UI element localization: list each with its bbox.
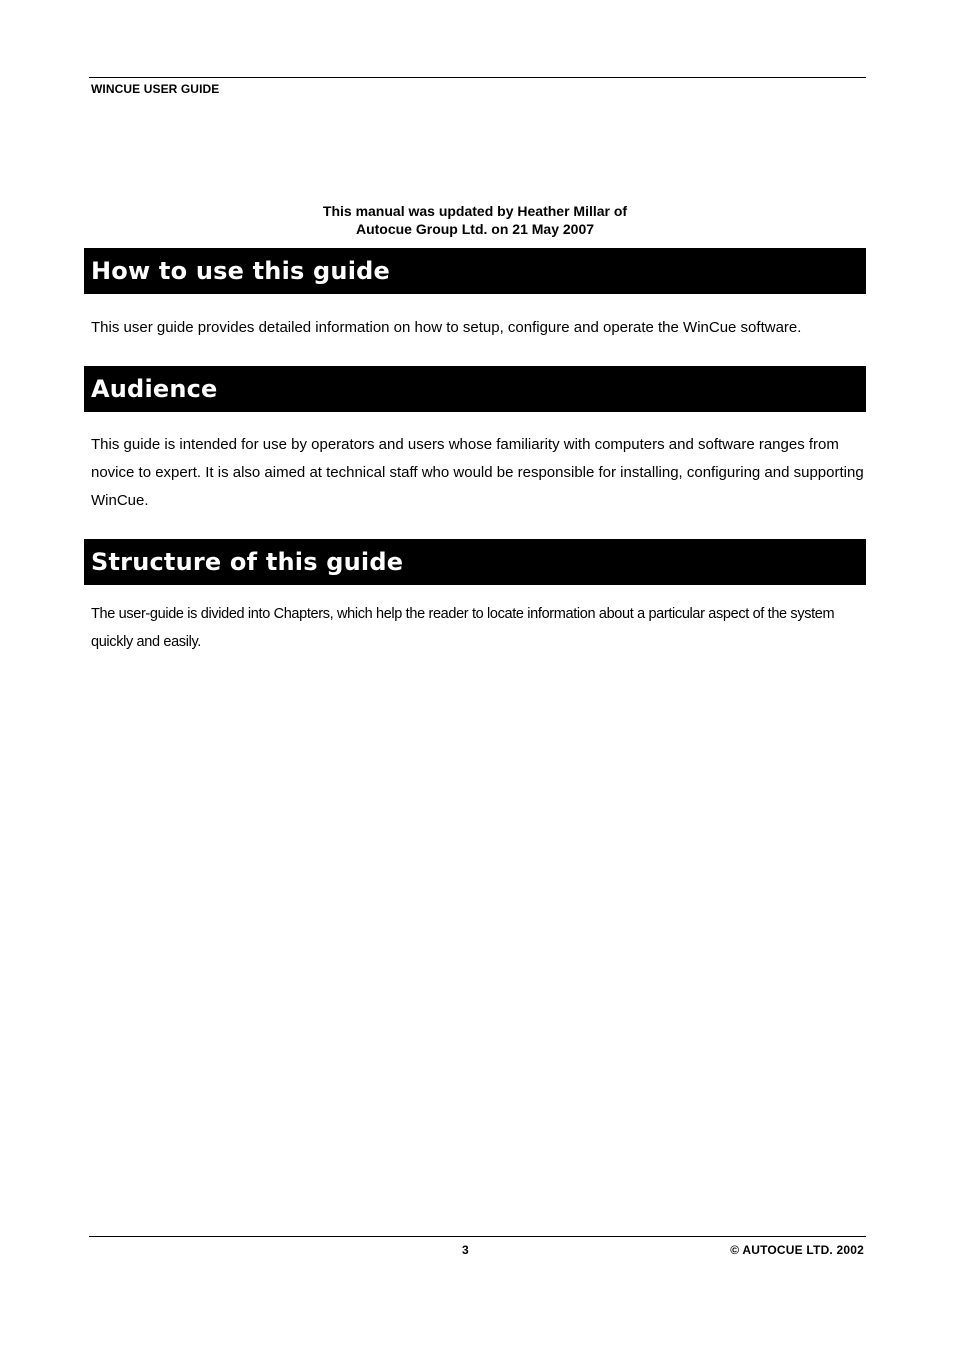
page-number: 3 (462, 1243, 469, 1257)
section-body-how-to-use: This user guide provides detailed information on how to setup, configure and operate the WinCue software. (91, 319, 802, 336)
update-note-line-2: Autocue Group Ltd. on 21 May 2007 (355, 221, 595, 237)
running-footer (89, 1236, 866, 1267)
update-note-line-1: This manual was updated by Heather Millar of (322, 203, 628, 219)
update-note (84, 202, 866, 238)
section-heading-audience: Audience (84, 366, 866, 412)
running-header-title: WINCUE USER GUIDE (91, 82, 220, 96)
section-body-audience: This guide is intended for use by operators and users whose familiarity with computers and software ranges from novice to expert. It is also aimed at technical staff who would be responsible for installing, configuring and supporting WinCue. (91, 436, 864, 509)
copyright-notice: © AUTOCUE LTD. 2002 (730, 1243, 864, 1257)
running-header (89, 77, 866, 96)
section-heading-structure: Structure of this guide (84, 539, 866, 585)
section-body-structure: The user-guide is divided into Chapters, which help the reader to locate information about a particular aspect of the system quickly and easily. (91, 606, 835, 650)
section-heading-how-to-use: How to use this guide (84, 248, 866, 294)
